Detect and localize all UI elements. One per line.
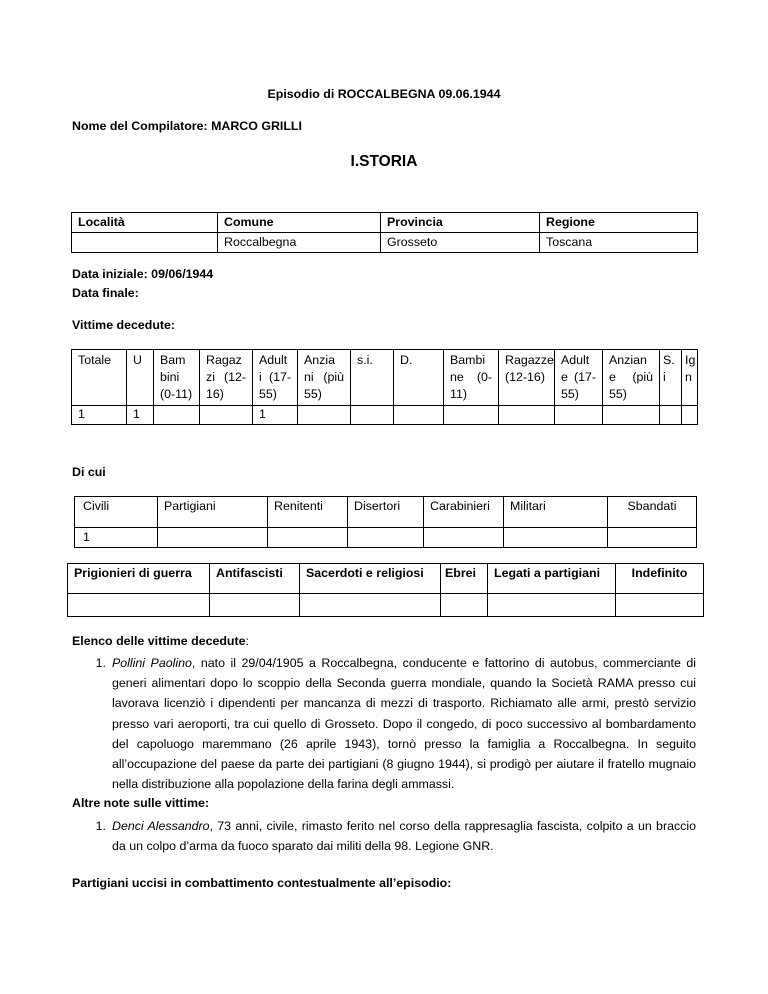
value-indefinito	[616, 594, 704, 617]
header-anziane: Anzian e (più 55)	[603, 350, 660, 406]
category-2-value-row	[68, 594, 704, 617]
value-s-i	[660, 406, 682, 425]
value-adulti: 1	[253, 406, 298, 425]
header-renitenti: Renitenti	[268, 497, 348, 528]
vittime-decedute-label: Vittime decedute:	[72, 318, 176, 332]
value-adulte	[555, 406, 603, 425]
victims-list	[76, 653, 696, 794]
value-ragazzi	[200, 406, 253, 425]
section-title: I.STORIA	[350, 153, 418, 170]
compiler-name: Nome del Compilatore: MARCO GRILLI	[72, 119, 302, 133]
victims-header-row	[72, 350, 698, 406]
data-finale: Data finale:	[72, 286, 139, 300]
header-indefinito: Indefinito	[616, 564, 704, 594]
header-bambini: Bam bini (0-11)	[154, 350, 200, 406]
episode-title: Episodio di ROCCALBEGNA 09.06.1944	[267, 87, 501, 101]
header-carabinieri: Carabinieri	[424, 497, 504, 528]
header-adulti: Adult i (17-55)	[253, 350, 298, 406]
header-civili: Civili	[75, 497, 158, 528]
list-item	[76, 653, 696, 794]
value-carabinieri	[424, 528, 504, 548]
category-table-2	[67, 563, 704, 617]
header-si: s.i.	[351, 350, 394, 406]
value-comune: Roccalbegna	[218, 233, 381, 253]
note-name: Denci Alessandro	[112, 819, 210, 833]
value-renitenti	[268, 528, 348, 548]
header-anziani: Anzia ni (più 55)	[298, 350, 351, 406]
header-militari: Militari	[504, 497, 608, 528]
value-legati	[488, 594, 616, 617]
elenco-heading	[72, 634, 249, 648]
victims-value-row	[72, 406, 698, 425]
value-totale: 1	[72, 406, 127, 425]
header-u: U	[127, 350, 154, 406]
partigiani-label: Partigiani uccisi in combattimento contestualmente all’episodio:	[72, 876, 452, 890]
header-ragazzi: Ragaz zi (12-16)	[200, 350, 253, 406]
elenco-label: Elenco delle vittime decedute	[72, 634, 246, 648]
value-partigiani	[158, 528, 268, 548]
victims-table	[71, 349, 698, 425]
value-antifascisti	[210, 594, 300, 617]
value-ebrei	[441, 594, 488, 617]
header-s-i: S. i	[660, 350, 682, 406]
header-disertori: Disertori	[348, 497, 424, 528]
header-sbandati: Sbandati	[608, 497, 697, 528]
header-bambine: Bambi ne (0-11)	[444, 350, 499, 406]
location-value-row	[72, 233, 698, 253]
header-prigionieri: Prigionieri di guerra	[68, 564, 210, 594]
location-header-row	[72, 213, 698, 233]
note-item-number: 1.	[95, 819, 106, 833]
other-notes-list	[76, 816, 696, 856]
category-2-header-row	[68, 564, 704, 594]
elenco-colon: :	[245, 634, 249, 648]
victim-name: Pollini Paolino	[112, 656, 192, 670]
value-prigionieri	[68, 594, 210, 617]
header-legati: Legati a partigiani	[488, 564, 616, 594]
header-adulte: Adult e (17-55)	[555, 350, 603, 406]
value-anziani	[298, 406, 351, 425]
victim-description: , nato il 29/04/1905 a Roccalbegna, conducente e fattorino di autobus, commerciante di generi alimentari dopo lo scoppio della Seconda guerra mondiale, quando la Società RAMA presso cui lavorava licenziò i dipendenti per mancanza di mezzi di trasporto. Richiamato alle armi, prestò servizio presso vari aeroporti, tra cui quello di Grosseto. Dopo il congedo, di poco successivo al bombardamento del capoluogo maremmano (26 aprile 1943), tornò presso la famiglia a Roccalbegna. In seguito all’occupazione del paese da parte dei partigiani (8 giugno 1944), si prodigò per aiutare il fratello mugnaio nella distribuzione alla popolazione della farina degli ammassi.	[112, 656, 697, 792]
value-d	[394, 406, 444, 425]
value-u: 1	[127, 406, 154, 425]
value-bambine	[444, 406, 499, 425]
value-ragazze	[499, 406, 555, 425]
value-anziane	[603, 406, 660, 425]
note-description: , 73 anni, civile, rimasto ferito nel corso della rappresaglia fascista, colpito a un braccio da un colpo d’arma da fuoco sparato dai militi della 98. Legione GNR.	[112, 819, 696, 854]
header-partigiani: Partigiani	[158, 497, 268, 528]
header-ign: Ig n	[682, 350, 698, 406]
header-sacerdoti: Sacerdoti e religiosi	[300, 564, 441, 594]
header-antifascisti: Antifascisti	[210, 564, 300, 594]
data-iniziale: Data iniziale: 09/06/1944	[72, 267, 214, 281]
altre-note-label: Altre note sulle vittime:	[72, 796, 210, 810]
header-d: D.	[394, 350, 444, 406]
value-localita	[72, 233, 218, 253]
header-provincia: Provincia	[381, 213, 540, 233]
value-civili: 1	[75, 528, 158, 548]
value-disertori	[348, 528, 424, 548]
value-si	[351, 406, 394, 425]
list-item-number: 1.	[95, 656, 106, 670]
category-table-1	[74, 496, 697, 548]
value-sacerdoti	[300, 594, 441, 617]
value-provincia: Grosseto	[381, 233, 540, 253]
value-militari	[504, 528, 608, 548]
header-regione: Regione	[540, 213, 698, 233]
value-regione: Toscana	[540, 233, 698, 253]
header-totale: Totale	[72, 350, 127, 406]
header-ragazze: Ragazze (12-16)	[499, 350, 555, 406]
list-item	[76, 816, 696, 856]
category-1-header-row	[75, 497, 697, 528]
category-1-value-row	[75, 528, 697, 548]
header-localita: Località	[72, 213, 218, 233]
di-cui-label: Di cui	[72, 465, 106, 479]
value-bambini	[154, 406, 200, 425]
value-ign	[682, 406, 698, 425]
header-comune: Comune	[218, 213, 381, 233]
location-table	[71, 212, 698, 253]
header-ebrei: Ebrei	[441, 564, 488, 594]
value-sbandati	[608, 528, 697, 548]
